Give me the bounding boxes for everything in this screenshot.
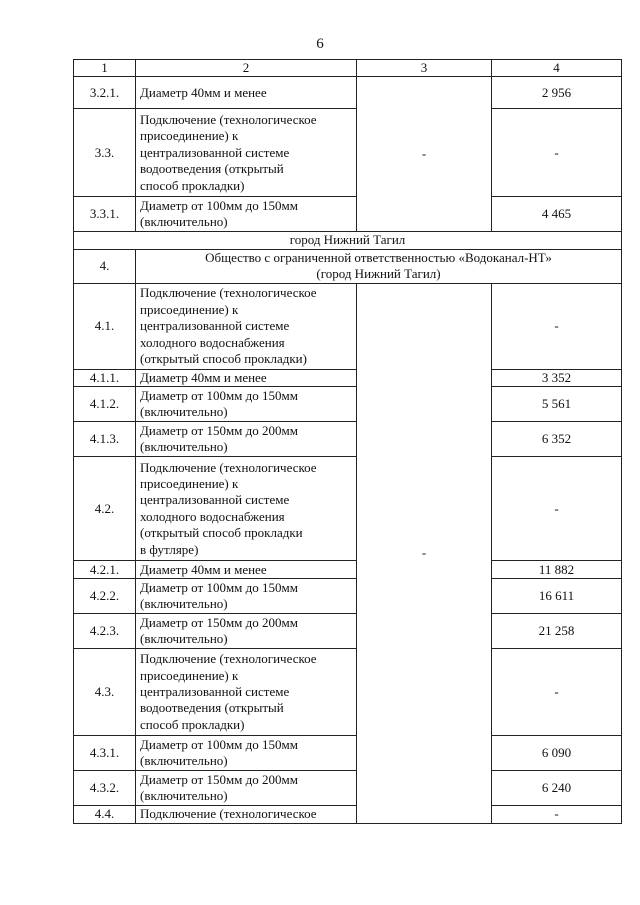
table-row	[74, 457, 622, 561]
row-price: 16 611	[492, 579, 622, 614]
row-description: Диаметр от 100мм до 150мм (включительно)	[136, 197, 357, 232]
row-price: -	[492, 457, 622, 561]
row-description: Диаметр 40мм и менее	[136, 561, 357, 579]
row-description: Подключение (технологическое присоединение) к централизованной системе холодного водоснабжения (открытый способ прокладки)	[136, 283, 357, 369]
row-price: 6 090	[492, 736, 622, 771]
table-row	[74, 561, 622, 579]
row-description: Диаметр от 150мм до 200мм (включительно)	[136, 771, 357, 806]
row-number: 3.3.1.	[74, 197, 136, 232]
city-row	[74, 232, 622, 249]
row-price: 6 352	[492, 422, 622, 457]
page-number: 6	[316, 36, 324, 52]
row-description: Диаметр от 100мм до 150мм (включительно)	[136, 579, 357, 614]
row-description: Подключение (технологическое присоединение) к централизованной системе водоотведения (открытый способ прокладки)	[136, 649, 357, 736]
table-row	[74, 369, 622, 386]
row-number: 4.1.	[74, 283, 136, 369]
row-number: 4.	[74, 249, 136, 283]
row-description: Диаметр 40мм и менее	[136, 77, 357, 109]
row-column3-value: -	[357, 77, 492, 232]
table-header-row	[74, 60, 622, 77]
header-col-4: 4	[492, 60, 622, 77]
row-description: Подключение (технологическое присоединение) к централизованной системе холодного водоснабжения (открытый способ прокладки в футляре)	[136, 457, 357, 561]
header-col-1: 1	[74, 60, 136, 77]
row-number: 4.3.	[74, 649, 136, 736]
table-row	[74, 109, 622, 197]
row-number: 4.2.2.	[74, 579, 136, 614]
table-row	[74, 806, 622, 823]
row-number: 3.3.	[74, 109, 136, 197]
row-price: -	[492, 283, 622, 369]
row-description: Диаметр от 150мм до 200мм (включительно)	[136, 422, 357, 457]
table-row	[74, 771, 622, 806]
row-price: 5 561	[492, 387, 622, 422]
table-row	[74, 422, 622, 457]
table-row	[74, 614, 622, 649]
table-row	[74, 387, 622, 422]
row-number: 4.4.	[74, 806, 136, 823]
row-description: Диаметр 40мм и менее	[136, 369, 357, 386]
row-number: 4.3.1.	[74, 736, 136, 771]
table-row	[74, 649, 622, 736]
city-name: город Нижний Тагил	[74, 232, 622, 249]
header-col-2: 2	[136, 60, 357, 77]
tariff-table	[73, 59, 622, 824]
header-col-3: 3	[357, 60, 492, 77]
row-number: 4.2.	[74, 457, 136, 561]
row-number: 4.2.3.	[74, 614, 136, 649]
table-row	[74, 736, 622, 771]
row-number: 4.1.2.	[74, 387, 136, 422]
row-description: Подключение (технологическое присоединение) к централизованной системе водоотведения (открытый способ прокладки)	[136, 109, 357, 197]
row-number: 4.3.2.	[74, 771, 136, 806]
row-number: 4.2.1.	[74, 561, 136, 579]
table-row	[74, 77, 622, 109]
row-price: -	[492, 109, 622, 197]
organization-name: Общество с ограниченной ответственностью «Водоканал-НТ» (город Нижний Тагил)	[136, 249, 622, 283]
row-price: 2 956	[492, 77, 622, 109]
table-row	[74, 283, 622, 369]
row-column3-value: -	[357, 283, 492, 823]
row-description: Диаметр от 150мм до 200мм (включительно)	[136, 614, 357, 649]
row-description: Подключение (технологическое	[136, 806, 357, 823]
row-number: 4.1.3.	[74, 422, 136, 457]
row-number: 4.1.1.	[74, 369, 136, 386]
row-description: Диаметр от 100мм до 150мм (включительно)	[136, 387, 357, 422]
row-price: 21 258	[492, 614, 622, 649]
row-description: Диаметр от 100мм до 150мм (включительно)	[136, 736, 357, 771]
row-number: 3.2.1.	[74, 77, 136, 109]
table-row	[74, 197, 622, 232]
row-price: -	[492, 806, 622, 823]
row-price: 4 465	[492, 197, 622, 232]
row-price: 11 882	[492, 561, 622, 579]
row-price: 6 240	[492, 771, 622, 806]
row-price: -	[492, 649, 622, 736]
organization-row	[74, 249, 622, 283]
table-row	[74, 579, 622, 614]
row-price: 3 352	[492, 369, 622, 386]
